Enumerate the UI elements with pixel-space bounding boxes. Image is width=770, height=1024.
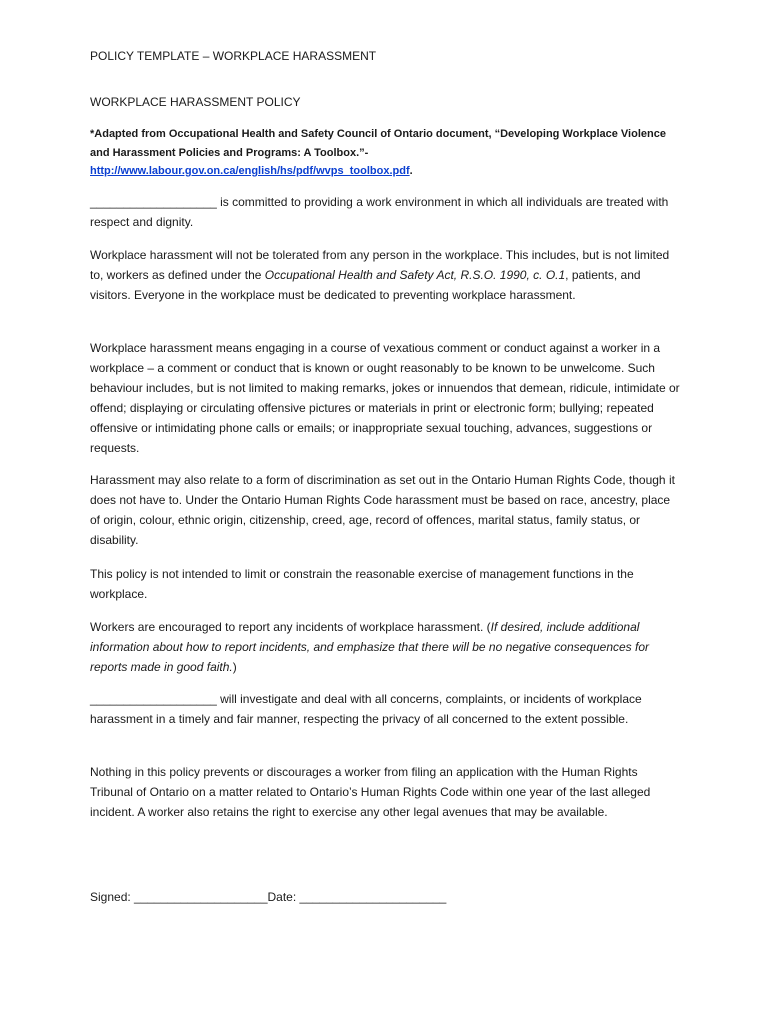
p6-text-a: Workers are encouraged to report any incidents of workplace harassment. ( [90,620,491,634]
paragraph-discrimination: Harassment may also relate to a form of discrimination as set out in the Ontario Human Rights Code, though it does not have to. Under the Ontario Human Rights Code harassment must be based on race, ancestry, place of origin, colour, ethnic origin, citizenship, creed, age, record of offences, marital status, family status, or disability. [90,473,675,547]
toolbox-link[interactable]: http://www.labour.gov.on.ca/english/hs/pdf/wvps_toolbox.pdf [90,165,410,177]
p2-text-a: Workplace harassment will not be tolerated from any person in the workplace. This includes, but is not limited to, workers as defined under the [90,248,670,282]
paragraph-investigation: ___________________ will investigate and deal with all concerns, complaints, or incidents of workplace harassment in a timely and fair manner, respecting the privacy of all concerned to the extent possible. [90,692,642,726]
paragraph-commitment: ___________________ is committed to providing a work environment in which all individuals are treated with respect and dignity. [90,195,669,229]
p6-text-b: ) [232,660,237,674]
signature-line: Signed: ____________________Date: ______________________ [90,890,447,904]
paragraph-not-tolerated [90,245,680,305]
paragraph-legal-rights: Nothing in this policy prevents or discourages a worker from filing an application with the Human Rights Tribunal of Ontario on a matter related to Ontario’s Human Rights Code within one year of the last alleged incident. A worker also retains the right to exercise any other legal avenues that may be available. [90,765,651,819]
reporting-instruction: If desired, include additional information about how to report incidents, and emphasize that there will be no negative consequences for reports made in good faith. [90,620,650,674]
paragraph-definition: Workplace harassment means engaging in a course of vexatious comment or conduct against a worker in a workplace – a comment or conduct that is known or ought reasonably to be known to be unwelcome. Such behaviour includes, but is not limited to making remarks, jokes or innuendos that demean, ridicule, intimidate or offend; displaying or circulating offensive pictures or materials in print or electronic form; bullying; repeated offensive or intimidating phone calls or emails; or inappropriate sexual touching, advances, suggestions or requests. [90,341,680,455]
p2-text-b: , patients, and visitors. Everyone in the workplace must be dedicated to preventing workplace harassment. [90,268,641,302]
source-note-text: *Adapted from Occupational Health and Safety Council of Ontario document, “Developing Workplace Violence and Harassment Policies and Programs: A Toolbox.”- [90,128,666,159]
document-header: POLICY TEMPLATE – WORKPLACE HARASSMENT [90,49,377,63]
act-citation: Occupational Health and Safety Act, R.S.O. 1990, c. O.1 [264,268,566,282]
source-note [90,125,680,181]
paragraph-management: This policy is not intended to limit or constrain the reasonable exercise of management functions in the workplace. [90,567,634,601]
policy-title: WORKPLACE HARASSMENT POLICY [90,95,301,109]
paragraph-reporting [90,617,680,677]
source-link-suffix: . [409,165,413,177]
